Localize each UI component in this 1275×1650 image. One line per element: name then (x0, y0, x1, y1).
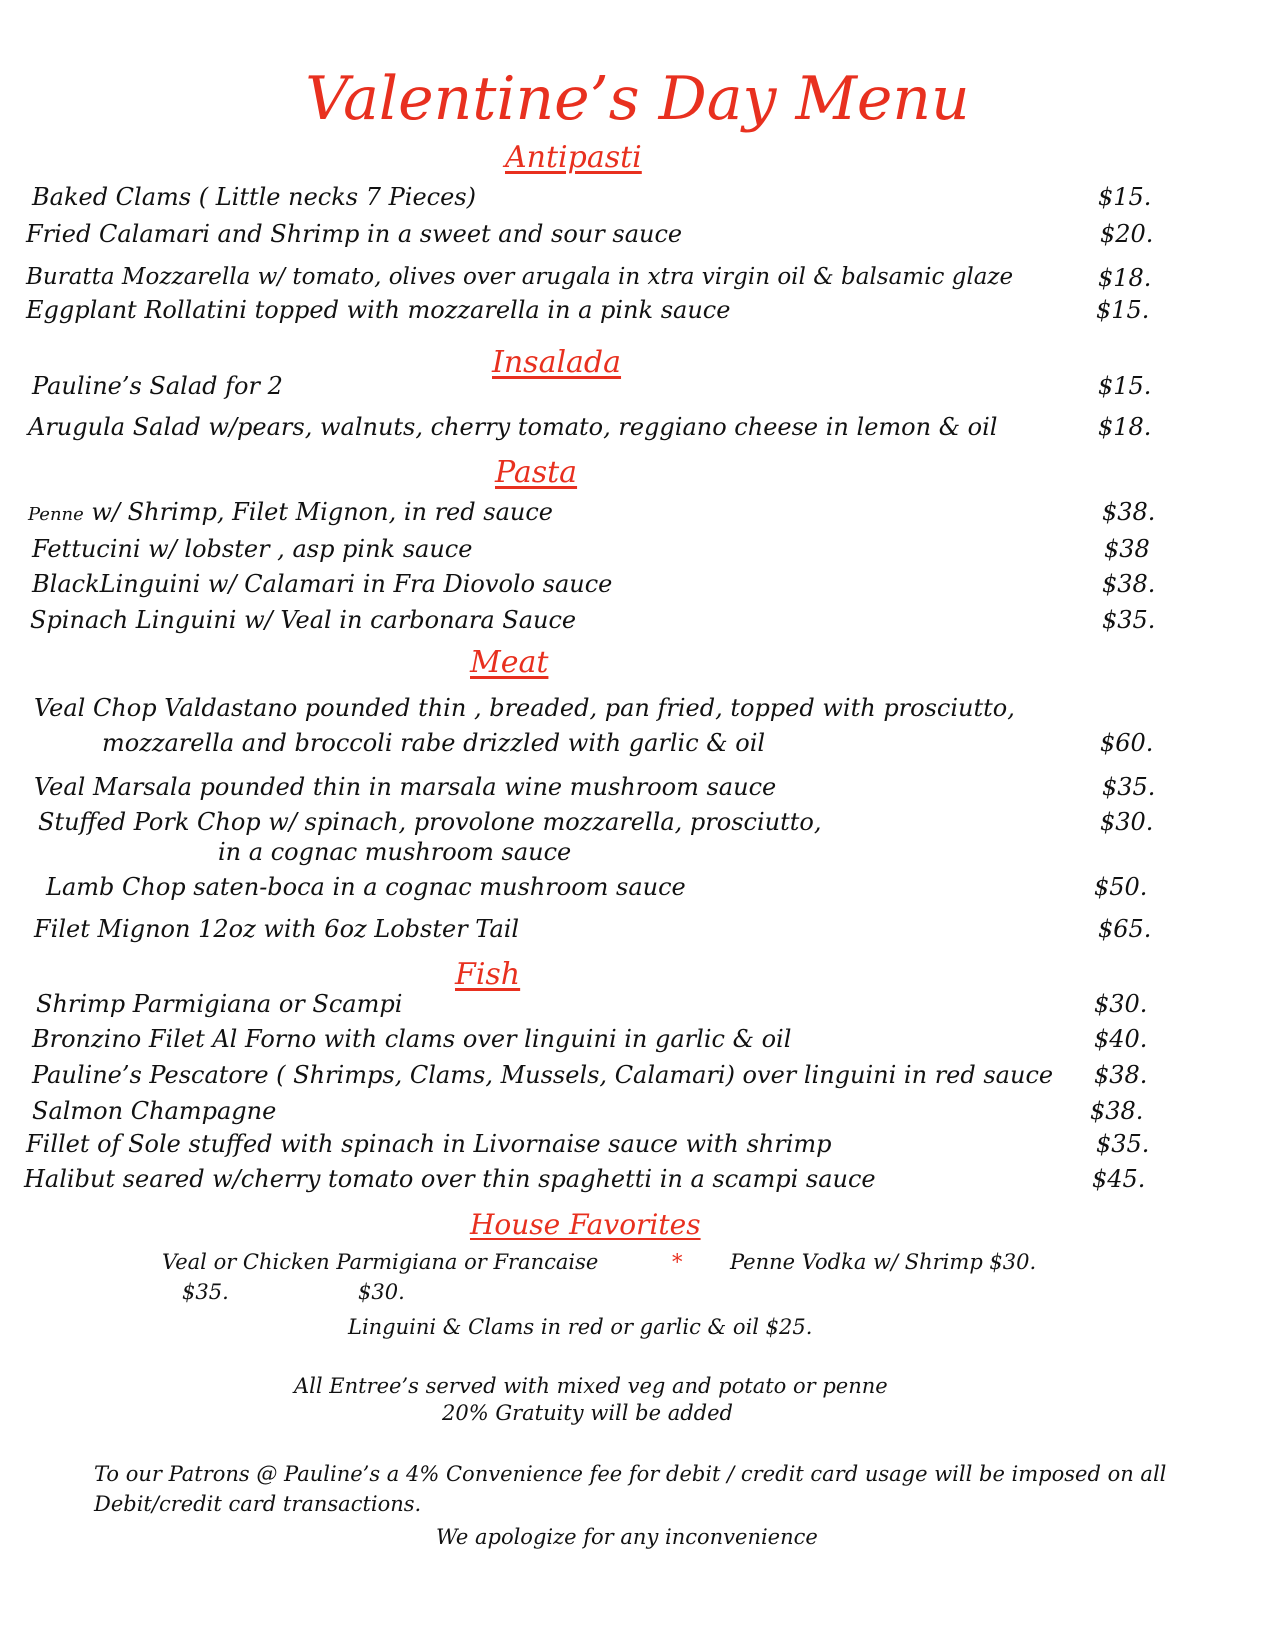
separator-star: * (672, 1250, 683, 1274)
menu-item-price: $38. (1102, 570, 1156, 598)
fee-note: To our Patrons @ Pauline’s a 4% Convenience fee for debit / credit card usage will be imposed on all (94, 1462, 1167, 1486)
menu-item-name: Salmon Champagne (32, 1097, 277, 1125)
menu-item-name: Bronzino Filet Al Forno with clams over linguini in garlic & oil (32, 1025, 792, 1053)
menu-item-name: Lamb Chop saten-boca in a cognac mushroom sauce (46, 873, 686, 901)
menu-item-price: $60. (1100, 729, 1154, 757)
menu-item-name: Stuffed Pork Chop w/ spinach, provolone mozzarella, prosciutto, (38, 808, 822, 836)
menu-item-price: $38. (1102, 498, 1156, 526)
menu-item-name-cont: mozzarella and broccoli rabe drizzled with garlic & oil (102, 729, 766, 757)
house-favorites-price: $35. (182, 1280, 229, 1304)
menu-item-name: Fried Calamari and Shrimp in a sweet and sour sauce (26, 220, 683, 248)
menu-item-price: $18. (1098, 413, 1152, 441)
menu-item-price: $30. (1094, 990, 1148, 1018)
menu-item-price: $15. (1098, 183, 1152, 211)
menu-item-name: Pauline’s Salad for 2 (32, 372, 283, 400)
menu-item-name-cont: in a cognac mushroom sauce (218, 838, 572, 866)
menu-item-name: Spinach Linguini w/ Veal in carbonara Sauce (30, 606, 577, 634)
menu-item-price: $35. (1102, 606, 1156, 634)
menu-item-name: Pauline’s Pescatore ( Shrimps, Clams, Mussels, Calamari) over linguini in red sauce (32, 1061, 1054, 1089)
menu-item-name: Baked Clams ( Little necks 7 Pieces) (32, 183, 476, 211)
menu-item-price: $20. (1100, 220, 1154, 248)
menu-item-price: $38. (1094, 1061, 1148, 1089)
menu-item-name: Filet Mignon 12oz with 6oz Lobster Tail (34, 915, 520, 943)
menu-item-name: BlackLinguini w/ Calamari in Fra Diovolo sauce (32, 570, 613, 598)
menu-item-name: Fillet of Sole stuffed with spinach in Livornaise sauce with shrimp (26, 1130, 832, 1158)
menu-item-price: $35. (1096, 1130, 1150, 1158)
menu-item-price: $65. (1098, 915, 1152, 943)
menu-item-name: Veal Marsala pounded thin in marsala wine mushroom sauce (34, 773, 777, 801)
house-favorites-line: Penne Vodka w/ Shrimp $30. (730, 1250, 1037, 1274)
menu-item-price: $38. (1090, 1097, 1144, 1125)
menu-item-name: Buratta Mozzarella w/ tomato, olives over arugala in xtra virgin oil & balsamic glaze (26, 264, 1014, 290)
section-heading-fish: Fish (455, 957, 521, 992)
section-heading-house-favorites: House Favorites (470, 1208, 701, 1241)
menu-item-price: $40. (1094, 1025, 1148, 1053)
menu-item-name-rest: w/ Shrimp, Filet Mignon, in red sauce (83, 498, 553, 526)
house-favorites-line: Veal or Chicken Parmigiana or Francaise (162, 1250, 599, 1274)
menu-item-name-prefix: Penne (28, 504, 84, 525)
entrees-note: All Entree’s served with mixed veg and potato or penne (294, 1374, 888, 1398)
menu-item-name: Halibut seared w/cherry tomato over thin spaghetti in a scampi sauce (24, 1165, 876, 1193)
menu-item-price: $50. (1094, 873, 1148, 901)
section-heading-pasta: Pasta (495, 455, 578, 490)
menu-item-name: Veal Chop Valdastano pounded thin , breaded, pan fried, topped with prosciutto, (34, 694, 1015, 722)
menu-item-name: Fettucini w/ lobster , asp pink sauce (32, 535, 473, 563)
menu-item-price: $15. (1096, 296, 1150, 324)
fee-note-cont: Debit/credit card transactions. (94, 1492, 422, 1516)
menu-title: Valentine’s Day Menu (305, 64, 970, 134)
menu-item-price: $35. (1102, 773, 1156, 801)
menu-item-price: $18. (1098, 264, 1152, 292)
house-favorites-line: Linguini & Clams in red or garlic & oil $25. (348, 1315, 813, 1339)
menu-item-name (28, 498, 553, 526)
section-heading-meat: Meat (470, 645, 549, 680)
section-heading-insalada: Insalada (492, 345, 622, 380)
menu-item-price: $45. (1092, 1165, 1146, 1193)
house-favorites-price: $30. (358, 1280, 405, 1304)
section-heading-antipasti: Antipasti (505, 140, 642, 175)
menu-item-name: Arugula Salad w/pears, walnuts, cherry tomato, reggiano cheese in lemon & oil (28, 413, 998, 441)
gratuity-note: 20% Gratuity will be added (442, 1401, 733, 1425)
menu-item-price: $38 (1104, 535, 1150, 563)
apology-note: We apologize for any inconvenience (436, 1525, 818, 1549)
menu-item-price: $15. (1098, 372, 1152, 400)
menu-item-price: $30. (1100, 808, 1154, 836)
menu-item-name: Eggplant Rollatini topped with mozzarella in a pink sauce (26, 296, 731, 324)
menu-item-name: Shrimp Parmigiana or Scampi (36, 990, 403, 1018)
